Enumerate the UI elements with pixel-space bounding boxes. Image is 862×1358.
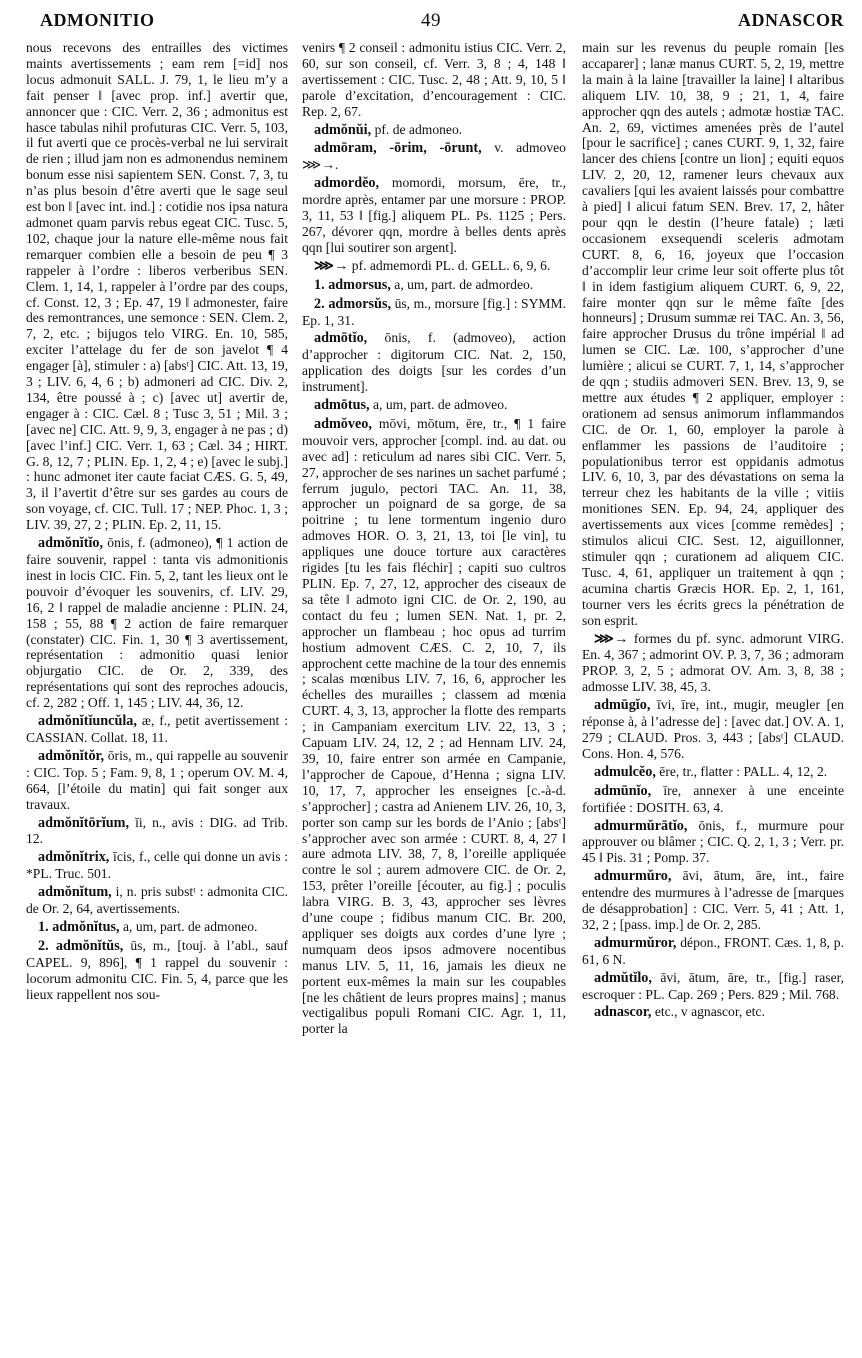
entry-continuation bbox=[302, 40, 566, 120]
entry-text: mōvi, mōtum, ēre, tr., ¶ 1 faire mouvoir vers, approcher [compl. ind. au dat. ou avec ad] : reticulum ad nares sibi CIC. Verr. 5, 27, approcher de ses narines un sachet parfumé ; ferrum jugulo, pectori TAC. An. 11, 38, approcher un poignard de sa gorge, de sa poitrine ; tu lene tormentum ingenio duro admoves HOR. O. 3, 21, 13, toi [le vin], tu appliques une douce torture aux caractères rigides [tu les fais fléchir] ; capiti suo cultros PLIN. Ep. 7, 27, 12, approcher des ciseaux de sa tête ‖ admoto igni CIC. de Or. 2, 190, au contact du feu ; lumen SEN. Nat. 1, pr. 2, approcher un flambeau ; hoc opus ad turrim hostium admovent CÆS. C. 2, 10, 7, ils approchent cette machine de la tour des ennemis ; scalas mœnibus LIV. 7, 16, 6, approcher les échelles des murailles ; classem ad mœnia CURT. 4, 3, 13, approcher la flotte des remparts ; in Campaniam exercitum LIV. 22, 13, 3 ; Capuam LIV. 24, 12, 2 ; ad Hennam LIV. 24, 39, 10, faire entrer son armée en Campanie, l’approcher de Capoue, d’Henna ; signa LIV. 10, 17, 7, approcher les enseignes [c.-à-d. s’approcher] ; castra ad Anienem LIV. 26, 10, 3, porter son camp sur les bords de l’Anio ; [absᵗ] s’approcher avec son armée : CURT. 8, 4, 27 ‖ aure admota LIV. 38, 7, 8, l’oreille appliquée contre le sol ; aurem admovere CIC. de Or. 2, 153, prêter l’oreille [écouter, au fig.] ; poculis labra VIRG. B. 3, 43, approcher ses lèvres d’une coupe ; fidibus manum CIC. Br. 200, appliquer ses doigts aux cordes d’une lyre ; numquam deos ipsos admovere nocentibus manus LIV. 5, 11, 16, jamais les dieux ne portent eux-mêmes la main sur les coupables [ne les châtient de leurs propres mains] ; manus vectigalibus populi Romani CIC. Agr. 1, 11, porter la bbox=[302, 415, 566, 1037]
page-header bbox=[0, 0, 862, 36]
entry-text: formes du pf. sync. admorunt VIRG. En. 4, 367 ; admorint OV. P. 3, 7, 36 ; admoram PROP. 3, 2, 5 ; admorat OV. Am. 3, 8, 38 ; admosse LIV. 38, 45, 3. bbox=[582, 630, 844, 695]
dictionary-entry bbox=[582, 697, 844, 762]
entry-headword: 1. admŏnĭtus, bbox=[38, 918, 120, 935]
page-number: 49 bbox=[421, 10, 441, 31]
dictionary-entry bbox=[26, 535, 288, 711]
entry-headword: admŏnĭtĭuncŭla, bbox=[38, 713, 137, 730]
dictionary-entry bbox=[302, 397, 566, 414]
entry-headword: ⋙→ bbox=[594, 630, 629, 647]
entry-headword: adnascor, bbox=[594, 1004, 652, 1021]
entry-text: dépon., FRONT. Cæs. 1, 8, p. 61, 6 N. bbox=[582, 934, 844, 967]
entry-text: momordi, morsum, ēre, tr., mordre après, entamer par une morsure : PROP. 3, 11, 53 ‖ [fig.] aliquem PL. Ps. 1125 ; Pers. 267, dévorer qqn, mordre à belles dents après qqn [lui soutirer son argent]. bbox=[302, 175, 566, 255]
entry-text: main sur les revenus du peuple romain [les accaparer] ; lanæ manus CURT. 5, 2, 19, mettre la main à la laine [travailler la laine] ‖ altaribus aliquem LIV. 10, 38, 9 ; 21, 1, 4, faire approcher qqn des autels ; admotæ hostiæ TAC. An. 2, 69, victimes amenées près de l’autel [pour le sacrifice] ; canes CURT. 9, 1, 32, faire lancer des chiens [contre un lion] ; equiti equos LIV. 2, 20, 12, ramener leurs chevaux aux cavaliers [qui les avaient laissés pour combattre à pied] ‖ alicui fatum SEN. Brev. 17, 2, hâter pour qqn le destin (l’heure fatale) ; læti occasionem exsequendi sceleris admotam CURT. 8, 6, 16, joyeux que l’occasion d’accomplir leur crime leur soit offerte plus tôt ‖ in idem fastigium aliquem CURT. 6, 9, 22, faire monter qqn sur le même faîte [des honneurs] ; Drusum summæ rei TAC. An. 3, 56, faire approcher Drusus du trône impérial ‖ ad lumen se CIC. Læ. 100, s’approcher d’une lumière ; alicui se CURT. 7, 1, 14, s’approcher de qqn ; studiis admoveri SEN. Brev. 13, 9, se mettre aux études ¶ 2 appliquer, employer : orationem ad sensus animorum inflammandos CIC. de Or. 1, 60, employer la parole à enflammer les passions de l’auditoire ; populationibus terror est oppidanis admotus LIV. 6, 10, 3, par des dévastations on sema la terreur chez les habitants de la ville ; vitiis monitiones SEN. Ep. 94, 24, appliquer des avertissements aux vices [comme remèdes] ; stimulos alicui CIC. Sest. 12, aiguillonner, stimuler qqn ; curationem ad aliquem CIC. Tusc. 4, 61, appliquer un traitement à qqn ; acumina chartis Græcis HOR. Ep. 2, 1, 161, tourner vers les écrits grecs la pénétration de son esprit. bbox=[582, 40, 844, 628]
entry-headword: admūnĭo, bbox=[594, 782, 652, 799]
entry-headword: admŏnĭtĭo, bbox=[38, 535, 104, 552]
dictionary-entry bbox=[302, 122, 566, 139]
entry-text: ōris, m., qui rappelle au souvenir : CIC. Top. 5 ; Fam. 9, 8, 1 ; operum OV. M. 4, 664, [l’étoile du matin] qui fait songer aux travaux. bbox=[26, 747, 288, 812]
entry-headword: admōtus, bbox=[314, 397, 370, 414]
entry-text: venirs ¶ 2 conseil : admonitu istius CIC. Verr. 2, 60, sur son conseil, cf. Verr. 3, 8 ; 4, 148 ‖ avertissement : CIC. Tusc. 2, 48 ; Att. 9, 10, 5 ‖ parole d’excitation, d’encouragement : CIC. Rep. 2, 67. bbox=[302, 40, 566, 119]
dictionary-entry bbox=[302, 140, 566, 173]
dictionary-entry bbox=[26, 748, 288, 813]
dictionary-entry bbox=[582, 868, 844, 933]
running-head-left: ADMONITIO bbox=[40, 10, 155, 30]
entry-text: īcis, f., celle qui donne un avis : *PL. Truc. 501. bbox=[26, 849, 288, 882]
dictionary-entry bbox=[302, 175, 566, 256]
entry-text: ūs, m., morsure [fig.] : SYMM. Ep. 1, 31. bbox=[302, 295, 566, 328]
dictionary-entry bbox=[302, 330, 566, 395]
entry-text: pf. de admoneo. bbox=[374, 121, 463, 137]
entry-headword: 2. admŏnĭtŭs, bbox=[38, 937, 124, 954]
entry-text: etc., v agnascor, etc. bbox=[654, 1004, 765, 1020]
dictionary-entry bbox=[26, 849, 288, 882]
dictionary-entry bbox=[582, 970, 844, 1003]
entry-headword: admōram, -ōrim, -ōrunt, bbox=[314, 140, 482, 157]
column-middle bbox=[302, 40, 566, 1348]
entry-headword: admŏnŭi, bbox=[314, 121, 372, 138]
entry-headword: admūgĭo, bbox=[594, 697, 651, 714]
entry-text: v. admoveo ⋙→. bbox=[302, 140, 566, 173]
entry-headword: 1. admorsus, bbox=[314, 276, 391, 293]
entry-text: æ, f., petit avertissement : CASSIAN. Collat. 18, 11. bbox=[26, 713, 288, 745]
entry-headword: 2. admorsŭs, bbox=[314, 295, 392, 312]
dictionary-entry bbox=[582, 818, 844, 867]
entry-text: īvi, īre, int., mugir, meugler [en réponse à, à l’adresse de] : [avec dat.] OV. A. 1, 279 ; CLAUD. Pros. 3, 443 ; [absᵗ] CLAUD. Cons. Hon. 4, 576. bbox=[582, 697, 844, 761]
dictionary-entry bbox=[26, 938, 288, 1003]
dictionary-entry bbox=[26, 884, 288, 917]
entry-headword: admŏnĭtum, bbox=[38, 884, 112, 901]
entry-text: pf. admemordi PL. d. GELL. 6, 9, 6. bbox=[351, 257, 551, 273]
entry-text: a, um, part. de admoveo. bbox=[373, 397, 508, 413]
dictionary-entry bbox=[582, 783, 844, 816]
entry-headword: admŭtĭlo, bbox=[594, 969, 652, 986]
entry-text: ūs, m., [touj. à l’abl., sauf CAPEL. 9, 896], ¶ 1 rappel du souvenir : locorum admonitu CIC. Fin. 5, 4, parce que les lieux rappellent nos sou- bbox=[26, 937, 288, 1002]
entry-text: ōnis, f. (admoveo), action d’approcher : digitorum CIC. Nat. 2, 150, application des doigts [sur les cordes d’un instrument]. bbox=[302, 330, 566, 395]
entry-text: a, um, part. de admoneo. bbox=[123, 918, 258, 934]
entry-text: ōnis, f., murmure pour approuver ou blâmer ; CIC. Q. 2, 1, 3 ; Verr. pr. 45 ‖ Pis. 31 ; Pomp. 37. bbox=[582, 817, 844, 866]
entry-text: a, um, part. de admordeo. bbox=[394, 276, 534, 292]
entry-text: nous recevons des entrailles des victimes maints avertissements ; eam rem [=id] nos locus admonuit SALL. J. 79, 1, le lieu m’y a fait penser ‖ [avec prop. inf.] avertir que, annoncer que : CIC. Verr. 2, 36 ; admonitus est hasce tabulas nihil profuturas CIC. Verr. 5, 103, il fut averti que ce procès-verbal ne lui servirait de rien ; illud jam non es admonendus neminem bonum esse nisi sapientem SEN. Const. 7, 3, tu n’as plus besoin d’être averti que le sage seul est bon ‖ [avec int. ind.] : cotidie nos ipsa natura admonet quam parvis rebus egeat CIC. Tusc. 5, 102, chaque jour la nature elle-même nous fait remarquer combien elle a besoin de peu ¶ 3 rappeler à l’ordre : liberos verberibus SEN. Clem. 1, 14, 1, rappeler à l’ordre par des coups, cf. Const. 12, 3 ; Ep. 47, 19 ‖ admonester, faire des remontrances, une semonce : SEN. Clem. 2, 7, 2, etc. ; bijugos telo VIRG. En. 10, 585, exciter l’attelage du fer de son javelot ¶ 4 engager [à], stimuler : a) [absᵗ] CIC. Att. 13, 19, 3 ; LIV. 6, 4, 6 ; b) admoneri ad CIC. Div. 2, 134, être poussé à ; c) [avec ut] avertir de, engager à : CIC. Cæl. 8 ; Tusc 3, 51 ; Mil. 3 ; [avec ne] CIC. Att. 9, 9, 3, engager à ne pas ; d) [avec l’inf.] CIC. Verr. 1, 63 ; Cæl. 34 ; HIRT. G. 8, 12, 7 ; PLIN. Ep. 1, 2, 4 ; e) [avec le subj.] : hunc admonet iter caute faciat CÆS. G. 5, 49, 3, il l’avertit d’être sur ses gardes au cours de son voyage, cf. CIC. Tull. 17 ; NEP. Phoc. 1, 3 ; LIV. 39, 27, 2 ; PLIN. Ep. 2, 11, 15. bbox=[26, 40, 288, 533]
entry-headword: admōtĭo, bbox=[314, 330, 368, 347]
entry-headword: admŏnĭtōrĭum, bbox=[38, 814, 130, 831]
entry-headword: admŏnĭtŏr, bbox=[38, 747, 105, 764]
entry-headword: admordĕo, bbox=[314, 175, 380, 192]
entry-text: ĭi, n., avis : DIG. ad Trib. 12. bbox=[26, 814, 288, 847]
dictionary-entry bbox=[582, 764, 844, 781]
entry-text: ēre, tr., flatter : PALL. 4, 12, 2. bbox=[659, 763, 828, 779]
column-right bbox=[582, 40, 844, 1348]
entry-text: ōnis, f. (admoneo), ¶ 1 action de faire souvenir, rappel : tanta vis admonitionis inest in locis CIC. Fin. 5, 2, tant les lieux ont le pouvoir d’évoquer les souvenirs, cf. LIV. 29, 16, 2 ‖ rappel de maladie ancienne : PLIN. 24, 158 ; 55, 88 ¶ 2 action de faire remarquer (constater) CIC. Fin. 1, 30 ¶ 3 avertissement, représentation : admonitio quasi lenior objurgatio CIC. de Or. 2, 339, des représentations qui sont des reproches adoucis, cf. 2, 282 ; Off. 1, 145 ; LIV. 44, 36, 12. bbox=[26, 535, 288, 711]
entry-text: i, n. pris substᵗ : admonita CIC. de Or. 2, 64, avertissements. bbox=[26, 884, 288, 917]
dictionary-columns bbox=[26, 40, 844, 1348]
entry-continuation bbox=[26, 40, 288, 533]
dictionary-entry bbox=[582, 935, 844, 968]
entry-headword: admurmŭrātĭo, bbox=[594, 817, 688, 834]
entry-text: āvi, ātum, āre, tr., [fig.] raser, escroquer : PL. Cap. 269 ; Pers. 829 ; Mil. 768. bbox=[582, 969, 844, 1002]
dictionary-entry bbox=[302, 416, 566, 1037]
running-head-right: ADNASCOR bbox=[737, 10, 844, 30]
dictionary-entry bbox=[302, 296, 566, 329]
entry-text: āvi, ātum, āre, int., faire entendre des murmures à l’adresse de [marques de désapprobation] : CIC. Verr. 5, 41 ; Att. 1, 32, 2 ; [pass. imp.] de Or. 2, 285. bbox=[582, 868, 844, 932]
entry-headword: admŏnĭtrix, bbox=[38, 849, 110, 866]
entry-headword: admurmŭror, bbox=[594, 934, 677, 951]
dictionary-entry bbox=[582, 631, 844, 696]
entry-headword: admŏveo, bbox=[314, 415, 372, 432]
entry-text: īre, annexer à une enceinte fortifiée : DOSITH. 63, 4. bbox=[582, 782, 844, 815]
dictionary-entry bbox=[26, 815, 288, 848]
entry-headword: admulcĕo, bbox=[594, 763, 656, 780]
entry-continuation bbox=[582, 40, 844, 629]
entry-headword: admurmŭro, bbox=[594, 868, 672, 885]
dictionary-entry bbox=[26, 713, 288, 746]
dictionary-entry bbox=[582, 1004, 844, 1021]
entry-headword: ⋙→ bbox=[314, 257, 349, 274]
dictionary-entry bbox=[26, 919, 288, 936]
dictionary-entry bbox=[302, 277, 566, 294]
column-left bbox=[26, 40, 288, 1348]
dictionary-entry bbox=[302, 258, 566, 275]
